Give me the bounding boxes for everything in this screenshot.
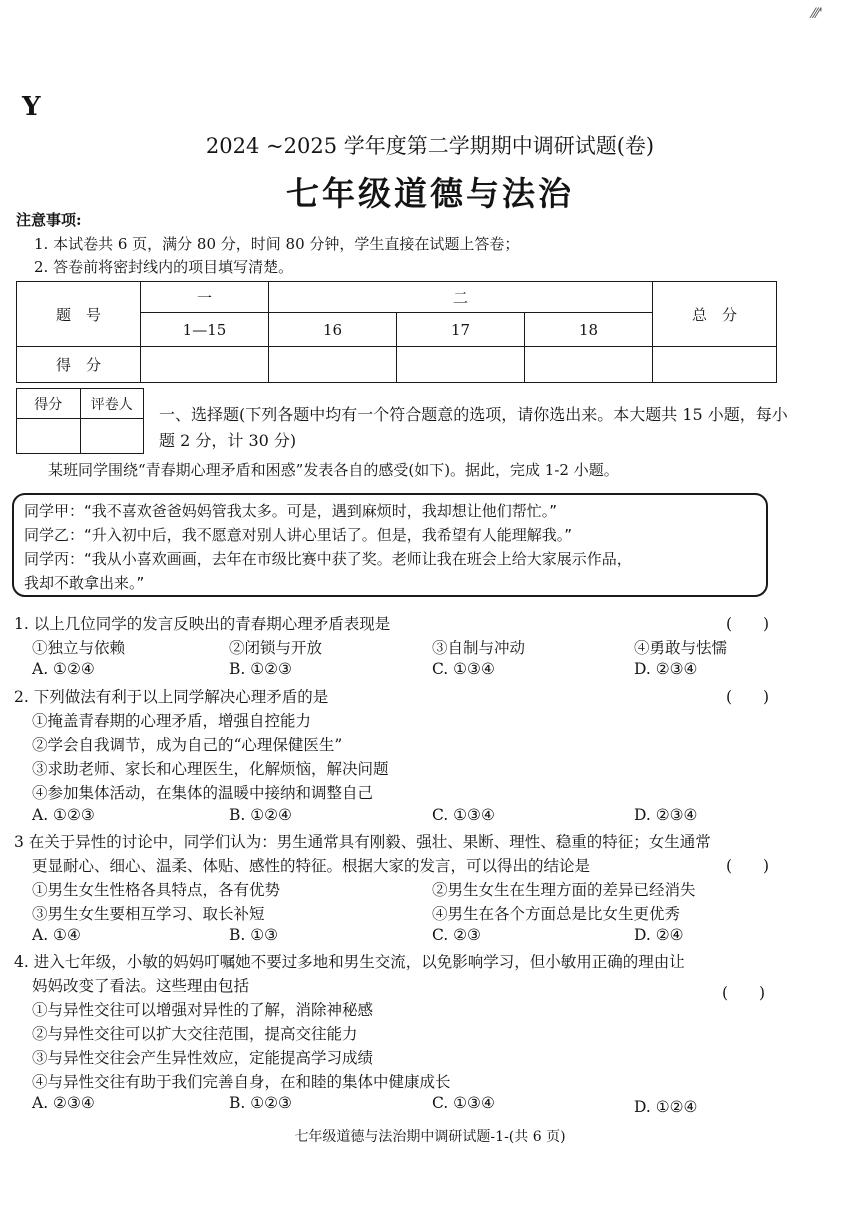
choice-b[interactable]: B. ①②③ <box>229 660 292 678</box>
grader-score-cell[interactable] <box>17 419 81 454</box>
statement-item: ④参加集体活动，在集体的温暖中接纳和调整自己 <box>32 784 374 802</box>
grader-score-label: 得分 <box>17 389 81 419</box>
statement-item: ③与异性交往会产生异性效应，定能提高学习成绩 <box>32 1049 374 1067</box>
answer-bracket[interactable]: ( ) <box>726 857 770 875</box>
dialogue-line: 同学丙：“我从小喜欢画画，去年在市级比赛中获了奖。老师让我在班会上给大家展示作品， <box>24 550 632 568</box>
choice-b[interactable]: B. ①②③ <box>229 1094 292 1112</box>
section-one-header: 一 <box>141 282 269 313</box>
score-table <box>16 281 777 383</box>
col-18: 18 <box>525 313 653 347</box>
score-row-label: 得 分 <box>17 347 141 383</box>
choice-a[interactable]: A. ①②③ <box>32 806 95 824</box>
question-number-label: 题 号 <box>17 282 141 347</box>
choice-c[interactable]: C. ①③④ <box>432 660 495 678</box>
score-cell[interactable] <box>141 347 269 383</box>
dialogue-line: 同学甲：“我不喜欢爸爸妈妈管我太多。可是，遇到麻烦时，我却想让他们帮忙。” <box>24 502 558 520</box>
notice-heading: 注意事项: <box>16 211 82 229</box>
grader-name-cell[interactable] <box>80 419 144 454</box>
col-16: 16 <box>269 313 397 347</box>
score-cell[interactable] <box>269 347 397 383</box>
statement-item: ②学会自我调节，成为自己的“心理保健医生” <box>32 736 343 754</box>
section-two-header: 二 <box>269 282 653 313</box>
grader-name-label: 评卷人 <box>80 389 144 419</box>
question-1-stem: 1. 以上几位同学的发言反映出的青春期心理矛盾表现是 <box>14 615 391 633</box>
statement-item: ③男生女生要相互学习、取长补短 <box>32 905 265 923</box>
section-one-intro: 某班同学围绕“青春期心理矛盾和困惑”发表各自的感受(如下)。据此，完成 1-2 小题。 <box>48 461 619 479</box>
total-score-cell[interactable] <box>653 347 777 383</box>
choice-c[interactable]: C. ①③④ <box>432 1094 495 1112</box>
question-4-stem: 4. 进入七年级，小敏的妈妈叮嘱她不要过多地和男生交流，以免影响学习，但小敏用正确的理由让 <box>14 953 685 971</box>
notice-item: 2. 答卷前将密封线内的项目填写清楚。 <box>34 258 294 276</box>
answer-bracket[interactable]: ( ) <box>726 688 770 706</box>
choice-a[interactable]: A. ②③④ <box>32 1094 95 1112</box>
section-one-title: 一、选择题(下列各题中均有一个符合题意的选项，请你选出来。本大题共 15 小题，每小题 2 分，计 30 分) <box>159 405 788 450</box>
statement-item: ④勇敢与怯懦 <box>634 639 728 657</box>
choice-d[interactable]: D. ②③④ <box>634 806 698 824</box>
page-footer: 七年级道德与法治期中调研试题-1-(共 6 页) <box>294 1129 566 1145</box>
grader-box <box>16 388 144 454</box>
question-4-stem-cont: 妈妈改变了看法。这些理由包括 <box>32 977 250 995</box>
question-3-stem-cont: 更显耐心、细心、温柔、体贴、感性的特征。根据大家的发言，可以得出的结论是 <box>32 857 591 875</box>
choice-b[interactable]: B. ①③ <box>229 926 279 944</box>
dialogue-line: 我却不敢拿出来。” <box>24 574 145 592</box>
statement-item: ④与异性交往有助于我们完善自身，在和睦的集体中健康成长 <box>32 1073 451 1091</box>
col-1-15: 1—15 <box>141 313 269 347</box>
statement-item: ④男生在各个方面总是比女生更优秀 <box>432 905 681 923</box>
statement-item: ①与异性交往可以增强对异性的了解，消除神秘感 <box>32 1001 374 1019</box>
choice-c[interactable]: C. ②③ <box>432 926 481 944</box>
choice-d[interactable]: D. ②④ <box>634 926 684 944</box>
choice-a[interactable]: A. ①②④ <box>32 660 95 678</box>
statement-item: ②闭锁与开放 <box>229 639 323 657</box>
total-score-label: 总 分 <box>653 282 777 347</box>
statement-item: ③求助老师、家长和心理医生，化解烦恼，解决问题 <box>32 760 389 778</box>
answer-bracket[interactable]: ( ) <box>722 984 766 1002</box>
statement-item: ②与异性交往可以扩大交往范围，提高交往能力 <box>32 1025 358 1043</box>
answer-bracket[interactable]: ( ) <box>726 615 770 633</box>
exam-title: 2024 ~2025 学年度第二学期期中调研试题(卷) <box>205 134 655 158</box>
question-3-stem: 3 在关于异性的讨论中，同学们认为：男生通常具有刚毅、强壮、果断、理性、稳重的特征；女生通常 <box>14 833 711 851</box>
paper-code-mark: Y <box>22 92 41 122</box>
statement-item: ①男生女生性格各具特点，各有优势 <box>32 881 281 899</box>
exam-subject: 七年级道德与法治 <box>286 174 574 213</box>
choice-b[interactable]: B. ①②④ <box>229 806 292 824</box>
score-cell[interactable] <box>397 347 525 383</box>
choice-c[interactable]: C. ①③④ <box>432 806 495 824</box>
question-2-stem: 2. 下列做法有利于以上同学解决心理矛盾的是 <box>14 688 329 706</box>
statement-item: ③自制与冲动 <box>432 639 526 657</box>
dialogue-box <box>12 493 768 597</box>
statement-item: ①掩盖青春期的心理矛盾，增强自控能力 <box>32 712 312 730</box>
statement-item: ①独立与依赖 <box>32 639 126 657</box>
notice-item: 1. 本试卷共 6 页，满分 80 分，时间 80 分钟，学生直接在试题上答卷； <box>34 235 520 253</box>
choice-a[interactable]: A. ①④ <box>32 926 81 944</box>
statement-item: ②男生女生在生理方面的差异已经消失 <box>432 881 696 899</box>
dialogue-line: 同学乙：“升入初中后，我不愿意对别人讲心里话了。但是，我希望有人能理解我。” <box>24 526 573 544</box>
choice-d[interactable]: D. ②③④ <box>634 660 698 678</box>
corner-scan-mark: ⁄⁄⁄' <box>812 6 823 22</box>
choice-d[interactable]: D. ①②④ <box>634 1098 698 1116</box>
col-17: 17 <box>397 313 525 347</box>
score-cell[interactable] <box>525 347 653 383</box>
